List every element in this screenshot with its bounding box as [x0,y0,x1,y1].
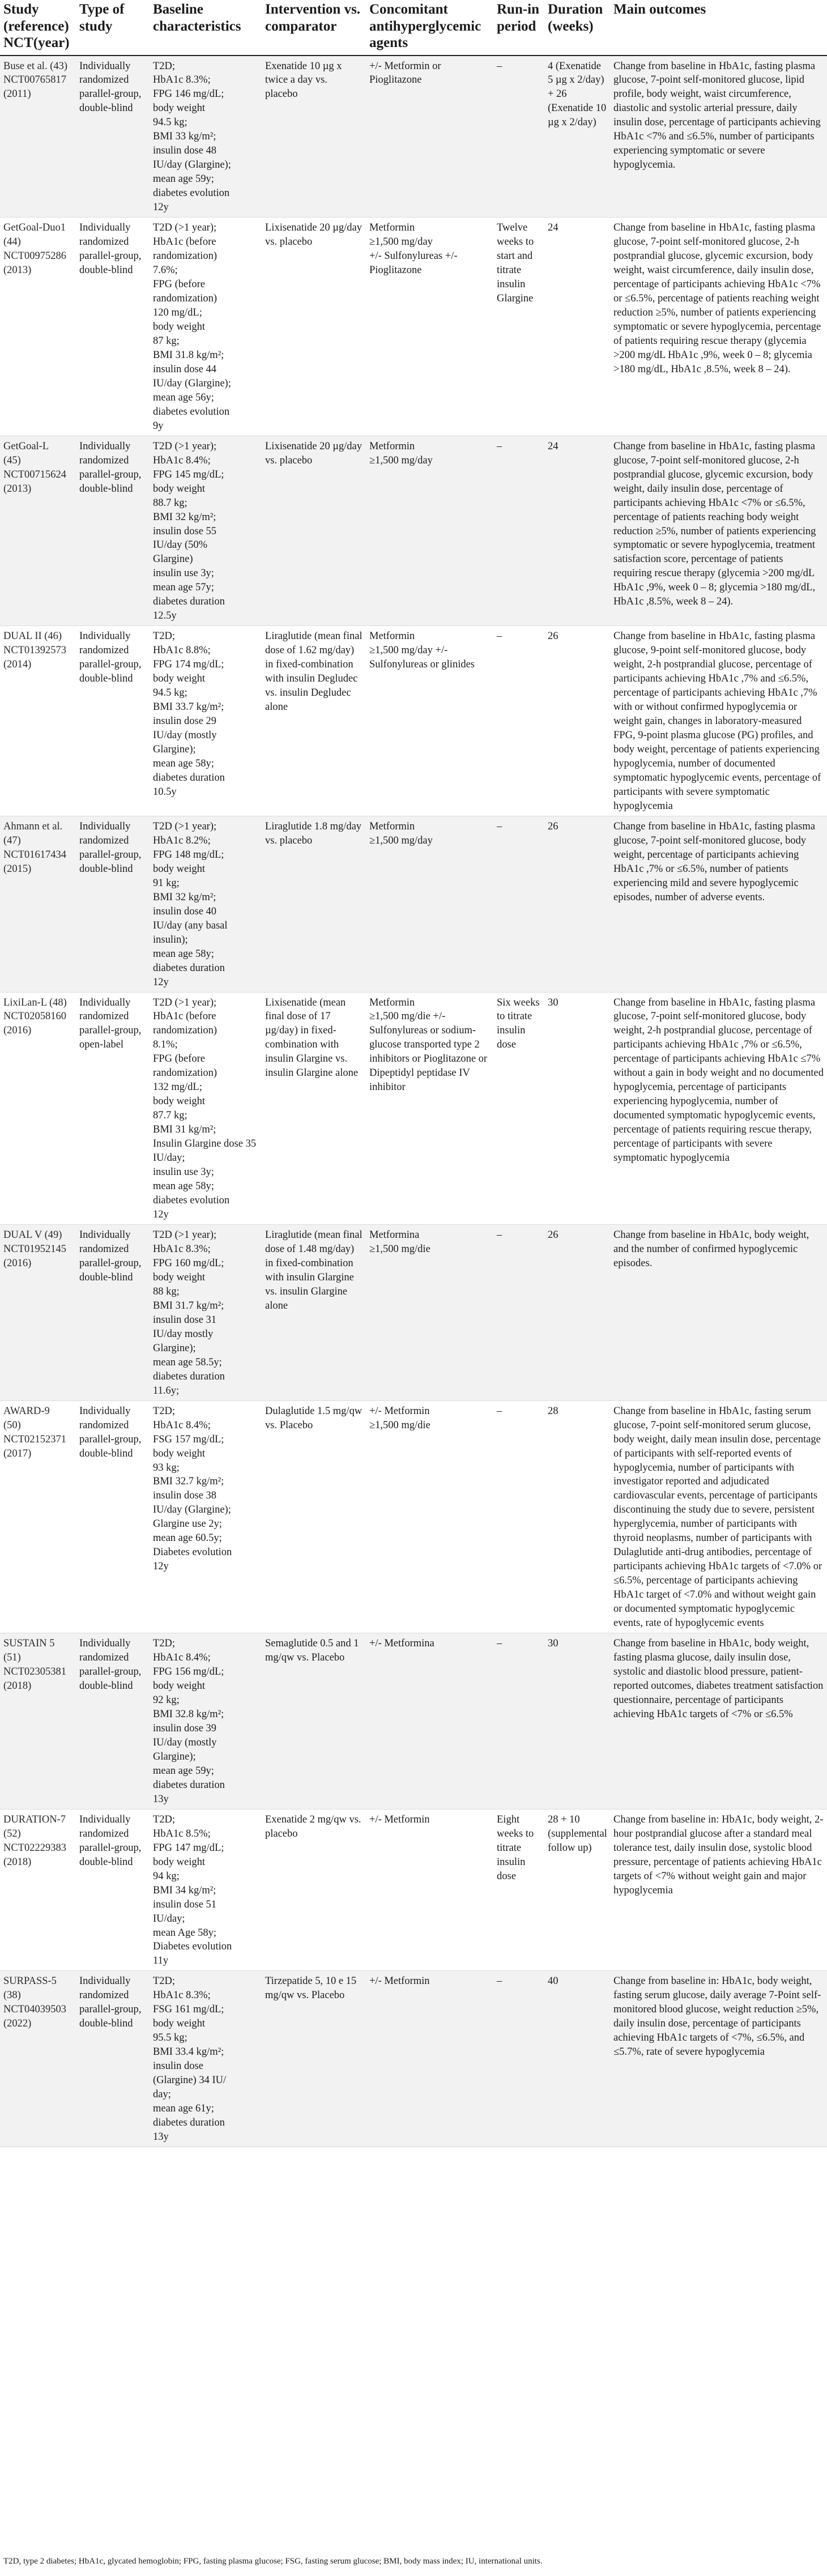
header-row [0,0,827,56]
study-cell: DUAL V (49) NCT01952145 (2016) [0,1225,76,1401]
concomitant-cell: +/- Metformin or Pioglitazone [366,56,493,218]
duration-cell: 40 [544,1971,610,2147]
header-baseline: Baseline characteristics [150,0,262,56]
study-cell: GetGoal-L (45) NCT00715624 (2013) [0,436,76,626]
baseline-cell: T2D; HbA1c 8.3%; FPG 146 mg/dL; body weight 94.5 kg; BMI 33 kg/m²; insulin dose 48 IU/day (Glargine); mean age 59y; diabetes evolution 12y [150,56,262,218]
outcomes-cell: Change from baseline in HbA1c, body weight, and the number of confirmed hypoglycemic episodes. [610,1225,827,1401]
header-intervention: Intervention vs. comparator [262,0,366,56]
duration-cell: 30 [544,992,610,1225]
table-row [0,626,827,816]
runin-cell: – [493,1400,544,1633]
baseline-cell: T2D; HbA1c 8.3%; FSG 161 mg/dL; body weight 95.5 kg; BMI 33.4 kg/m²; insulin dose (Glargine) 34 IU/ day; mean age 61y; diabetes duration 13y [150,1971,262,2147]
intervention-cell: Liraglutide (mean final dose of 1.48 mg/day) in fixed-combination with insulin Glargine vs. insulin Glargine alone [262,1225,366,1401]
baseline-cell: T2D (>1 year); HbA1c (before randomization) 7.6%; FPG (before randomization) 120 mg/dL; body weight 87 kg; BMI 31.8 kg/m²; insulin dose 44 IU/day (Glargine); mean age 56y; diabetes evolution 9y [150,218,262,436]
concomitant-cell: Metformin ≥1,500 mg/die +/- Sulfonylureas or sodium-glucose transported type 2 inhibitors or Pioglitazone or Dipeptidyl peptidase IV inhibitor [366,992,493,1225]
study-cell: SURPASS-5 (38) NCT04039503 (2022) [0,1971,76,2147]
study-cell: DURATION-7 (52) NCT02229383 (2018) [0,1809,76,1971]
intervention-cell: Lixisenatide 20 µg/day vs. placebo [262,436,366,626]
type-cell: Individually randomized parallel-group, double-blind [76,436,150,626]
runin-cell: – [493,1225,544,1401]
type-cell: Individually randomized parallel-group, double-blind [76,1400,150,1633]
intervention-cell: Liraglutide 1.8 mg/day vs. placebo [262,816,366,992]
runin-cell: Twelve weeks to start and titrate insulin Glargine [493,218,544,436]
runin-cell: Six weeks to titrate insulin dose [493,992,544,1225]
duration-cell: 26 [544,816,610,992]
duration-cell: 24 [544,436,610,626]
type-cell: Individually randomized parallel-group, double-blind [76,1809,150,1971]
baseline-cell: T2D; HbA1c 8.4%; FPG 156 mg/dL; body weight 92 kg; BMI 32.8 kg/m²; insulin dose 39 IU/day (mostly Glargine); mean age 59y; diabetes duration 13y [150,1633,262,1809]
runin-cell: – [493,56,544,218]
header-duration: Duration (weeks) [544,0,610,56]
type-cell: Individually randomized parallel-group, double-blind [76,1633,150,1809]
intervention-cell: Lixisenatide (mean final dose of 17 µg/day) in fixed-combination with insulin Glargine vs. insulin Glargine alone [262,992,366,1225]
duration-cell: 26 [544,1225,610,1401]
outcomes-cell: Change from baseline in HbA1c, fasting plasma glucose, 9-point self-monitored glucose, body weight, 2-h postprandial glucose, percentage of participants achieving HbA1c ,7% and ≤6.5%, percentage of participants achieving HbA1c ,7% with or without confirmed hypoglycemia or weight gain, changes in laboratory-measured FPG, 9-point plasma glucose (PG) profiles, and body weight, percentage of patients experiencing hypoglycemia, number of documented symptomatic hypoglycemic events, percentage of participants with severe symptomatic hypoglycemia [610,626,827,816]
runin-cell: – [493,816,544,992]
duration-cell: 28 [544,1400,610,1633]
runin-cell: – [493,1633,544,1809]
outcomes-cell: Change from baseline in HbA1c, fasting plasma glucose, 7-point self-monitored glucose, 2-h postprandial glucose, glycemic excursion, body weight, waist circumference, daily insulin dose, percentage of participants achieving HbA1c <7% or ≤6.5%, percentage of patients reaching weight reduction ≥5%, number of patients experiencing symptomatic or severe hypoglycemia, percentage of patients requiring rescue therapy (glycemia >200 mg/dL HbA1c ,9%, week 0 – 8; glycemia >180 mg/dL, HbA1c ,8.5%, week 8 – 24). [610,218,827,436]
table-row [0,1809,827,1971]
study-cell: LixiLan-L (48) NCT02058160 (2016) [0,992,76,1225]
intervention-cell: Liraglutide (mean final dose of 1.62 mg/day) in fixed-combination with insulin Degludec vs. insulin Degludec alone [262,626,366,816]
concomitant-cell: +/- Metformin [366,1971,493,2147]
concomitant-cell: +/- Metformina [366,1633,493,1809]
concomitant-cell: Metformin ≥1,500 mg/day +/- Sulfonylureas +/- Pioglitazone [366,218,493,436]
baseline-cell: T2D; HbA1c 8.5%; FPG 147 mg/dL; body weight 94 kg; BMI 34 kg/m²; insulin dose 51 IU/day; mean Age 58y; Diabetes evolution 11y [150,1809,262,1971]
study-cell: SUSTAIN 5 (51) NCT02305381 (2018) [0,1633,76,1809]
type-cell: Individually randomized parallel-group, open-label [76,992,150,1225]
outcomes-cell: Change from baseline in HbA1c, body weight, fasting plasma glucose, daily insulin dose, systolic and diastolic blood pressure, patient-reported outcomes, diabetes treatment satisfaction questionnaire, percentage of participants achieving HbA1c targets of <7% or ≤6.5% [610,1633,827,1809]
runin-cell: – [493,436,544,626]
duration-cell: 24 [544,218,610,436]
type-cell: Individually randomized parallel-group, double-blind [76,1225,150,1401]
baseline-cell: T2D (>1 year); HbA1c 8.4%; FPG 145 mg/dL; body weight 88.7 kg; BMI 32 kg/m²; insulin dose 55 IU/day (50% Glargine) insulin use 3y; mean age 57y; diabetes duration 12.5y [150,436,262,626]
study-cell: Buse et al. (43) NCT00765817 (2011) [0,56,76,218]
study-cell: DUAL II (46) NCT01392573 (2014) [0,626,76,816]
table-row [0,218,827,436]
study-cell: AWARD-9 (50) NCT02152371 (2017) [0,1400,76,1633]
table-row [0,1971,827,2147]
header-runin: Run-in period [493,0,544,56]
intervention-cell: Semaglutide 0.5 and 1 mg/qw vs. Placebo [262,1633,366,1809]
table-footnote: T2D, type 2 diabetes; HbA1c, glycated hemoglobin; FPG, fasting plasma glucose; FSG, fasting serum glucose; BMI, body mass index; IU, international units. [3,2557,543,2566]
type-cell: Individually randomized parallel-group, double-blind [76,218,150,436]
runin-cell: – [493,626,544,816]
header-concomitant: Concomitant antihyperglycemic agents [366,0,493,56]
table-body [0,56,827,2147]
table-row [0,816,827,992]
intervention-cell: Lixisenatide 20 µg/day vs. placebo [262,218,366,436]
type-cell: Individually randomized parallel-group, double-blind [76,626,150,816]
intervention-cell: Exenatide 10 µg x twice a day vs. placebo [262,56,366,218]
outcomes-cell: Change from baseline in HbA1c, fasting plasma glucose, 7-point self-monitored glucose, body weight, 2-h postprandial glucose, percentage of participants achieving HbA1c ,7% or ≤6.5%, percentage of participants achieving HbA1c ≤7% without a gain in body weight and no documented hypoglycemia, percentage of participants experiencing hypoglycemia, number of documented symptomatic hypoglycemic events, percentage of patients requiring rescue therapy, percentage of participants with severe symptomatic hypoglycemia [610,992,827,1225]
study-cell: GetGoal-Duo1 (44) NCT00975286 (2013) [0,218,76,436]
table-row [0,436,827,626]
header-study: Study (reference) NCT(year) [0,0,76,56]
outcomes-cell: Change from baseline in: HbA1c, body weight, fasting serum glucose, daily average 7-Point self-monitored blood glucose, weight reduction ≥5%, daily insulin dose, percentage of participants achieving HbA1c targets of <7%, ≤6.5%, and ≤5.7%, rate of severe hypoglycemia [610,1971,827,2147]
baseline-cell: T2D; HbA1c 8.4%; FSG 157 mg/dL; body weight 93 kg; BMI 32.7 kg/m²; insulin dose 38 IU/day (Glargine); Glargine use 2y; mean age 60.5y; Diabetes evolution 12y [150,1400,262,1633]
baseline-cell: T2D (>1 year); HbA1c 8.2%; FPG 148 mg/dL; body weight 91 kg; BMI 32 kg/m²; insulin dose 40 IU/day (any basal insulin); mean age 58y; diabetes duration 12y [150,816,262,992]
table-row [0,1225,827,1401]
table-row [0,992,827,1225]
type-cell: Individually randomized parallel-group, double-blind [76,56,150,218]
duration-cell: 28 + 10 (supplemental follow up) [544,1809,610,1971]
baseline-cell: T2D (>1 year); HbA1c (before randomization) 8.1%; FPG (before randomization) 132 mg/dL; body weight 87.7 kg; BMI 31 kg/m²; Insulin Glargine dose 35 IU/day; insulin use 3y; mean age 58y; diabetes evolution 12y [150,992,262,1225]
intervention-cell: Dulaglutide 1.5 mg/qw vs. Placebo [262,1400,366,1633]
concomitant-cell: Metformin ≥1,500 mg/day [366,436,493,626]
table-row [0,1400,827,1633]
duration-cell: 30 [544,1633,610,1809]
runin-cell: Eight weeks to titrate insulin dose [493,1809,544,1971]
outcomes-cell: Change from baseline in HbA1c, fasting plasma glucose, 7-point self-monitored glucose, body weight, percentage of participants achieving HbA1c ,7% or ≤6.5%, number of patients experiencing mild and severe hypoglycemic episodes, number of adverse events. [610,816,827,992]
intervention-cell: Tirzepatide 5, 10 e 15 mg/qw vs. Placebo [262,1971,366,2147]
baseline-cell: T2D; HbA1c 8.8%; FPG 174 mg/dL; body weight 94.5 kg; BMI 33.7 kg/m²; insulin dose 29 IU/day (mostly Glargine); mean age 58y; diabetes duration 10.5y [150,626,262,816]
concomitant-cell: +/- Metformin ≥1,500 mg/die [366,1400,493,1633]
duration-cell: 4 (Exenatide 5 µg x 2/day) + 26 (Exenatide 10 µg x 2/day) [544,56,610,218]
outcomes-cell: Change from baseline in HbA1c, fasting plasma glucose, 7-point self-monitored glucose, lipid profile, body weight, waist circumference, diastolic and systolic arterial pressure, daily insulin dose, percentage of participants achieving HbA1c <7% and ≤6.5%, number of participants experiencing symptomatic or severe hypoglycemia. [610,56,827,218]
table-row [0,1633,827,1809]
baseline-cell: T2D (>1 year); HbA1c 8.3%; FPG 160 mg/dL; body weight 88 kg; BMI 31.7 kg/m²; insulin dose 31 IU/day mostly Glargine); mean age 58.5y; diabetes duration 11.6y; [150,1225,262,1401]
type-cell: Individually randomized parallel-group, double-blind [76,1971,150,2147]
header-type: Type of study [76,0,150,56]
outcomes-cell: Change from baseline in HbA1c, fasting serum glucose, 7-point self-monitored serum glucose, body weight, daily mean insulin dose, percentage of participants with self-reported events of hypoglycemia, number of participants with investigator reported and adjudicated cardiovascular events, percentage of participants discontinuing the study due to severe, persistent hyperglycemia, number of participants with thyroid neoplasms, number of participants with Dulaglutide anti-drug antibodies, percentage of participants achieving HbA1c targets of <7.0% or ≤6.5%, percentage of participants achieving HbA1c target of <7.0% and without weight gain or documented symptomatic hypoglycemic events, rate of hypoglycemic events [610,1400,827,1633]
concomitant-cell: Metformin ≥1,500 mg/day [366,816,493,992]
duration-cell: 26 [544,626,610,816]
table-row [0,56,827,218]
concomitant-cell: Metformina ≥1,500 mg/die [366,1225,493,1401]
concomitant-cell: +/- Metformin [366,1809,493,1971]
runin-cell: – [493,1971,544,2147]
intervention-cell: Exenatide 2 mg/qw vs. placebo [262,1809,366,1971]
outcomes-cell: Change from baseline in: HbA1c, body weight, 2-hour postprandial glucose after a standard meal tolerance test, daily insulin dose, systolic blood pressure, percentage of patients achieving HbA1c targets of <7% without weight gain and major hypoglycemia [610,1809,827,1971]
concomitant-cell: Metformin ≥1,500 mg/day +/- Sulfonylureas or glinides [366,626,493,816]
outcomes-cell: Change from baseline in HbA1c, fasting plasma glucose, 7-point self-monitored glucose, 2-h postprandial glucose, glycemic excursion, body weight, daily insulin dose, percentage of participants achieving HbA1c <7% or ≤6.5%, percentage of patients reaching body weight reduction ≥5%, number of patients experiencing symptomatic or severe hypoglycemia, treatment satisfaction score, percentage of patients requiring rescue therapy (glycemia >200 mg/dL HbA1c ,9%, week 0 – 8; glycemia >180 mg/dL, HbA1c ,8.5%, week 8 – 24). [610,436,827,626]
study-cell: Ahmann et al. (47) NCT01617434 (2015) [0,816,76,992]
type-cell: Individually randomized parallel-group, double-blind [76,816,150,992]
header-outcomes: Main outcomes [610,0,827,56]
